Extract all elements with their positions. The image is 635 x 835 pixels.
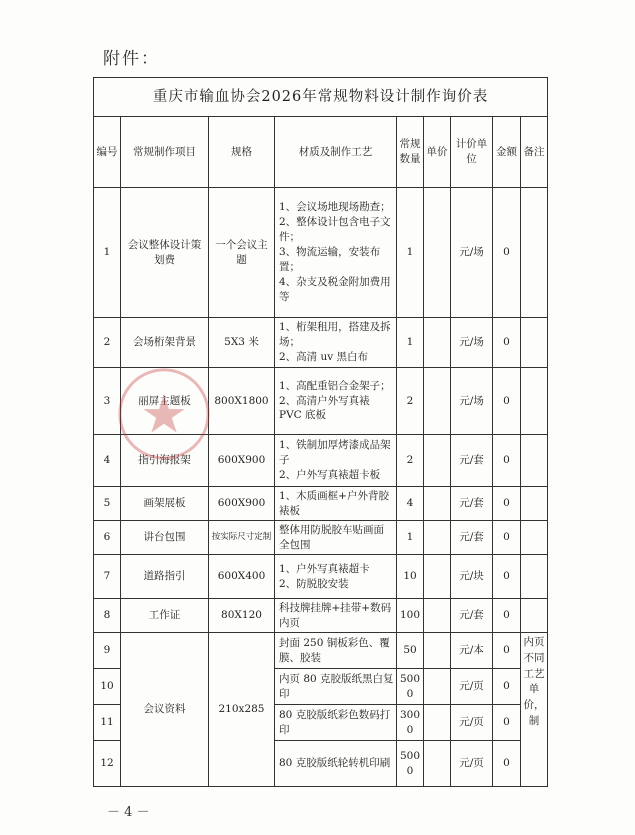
cell-material: 1、会议场地现场勘查； 2、整体设计包含电子文件； 3、物流运输，安装布置； 4、杂支及税金附加费用等 (275, 188, 397, 318)
cell-unit: 元/页 (451, 741, 493, 787)
cell-item: 丽屏主题板 (121, 368, 209, 435)
cell-unit: 元/页 (451, 669, 493, 705)
cell-qty: 1 (397, 521, 424, 555)
cell-unit: 元/套 (451, 435, 493, 487)
cell-spec: 5X3 米 (209, 318, 275, 368)
cell-amount: 0 (493, 188, 521, 318)
cell-no: 6 (94, 521, 121, 555)
table-row (94, 188, 548, 318)
cell-no: 8 (94, 599, 121, 633)
header-row (94, 117, 548, 188)
page-number: － 4 － (107, 805, 150, 820)
cell-note (521, 435, 548, 487)
cell-note-group: 内页不同工艺单价，制 (521, 633, 548, 787)
table-row (94, 368, 548, 435)
cell-unit-price (424, 705, 451, 741)
cell-qty: 2 (397, 435, 424, 487)
cell-item-group: 会议资料 (121, 633, 209, 787)
cell-no: 5 (94, 487, 121, 521)
cell-material: 封面 250 铜板彩色、覆膜、胶装 (275, 633, 397, 669)
cell-amount: 0 (493, 555, 521, 599)
cell-spec: 600X900 (209, 487, 275, 521)
cell-qty: 1 (397, 188, 424, 318)
table-row (94, 521, 548, 555)
cell-unit: 元/套 (451, 599, 493, 633)
cell-no: 7 (94, 555, 121, 599)
cell-material: 1、木质画框+户外背胶裱板 (275, 487, 397, 521)
cell-qty: 5000 (397, 741, 424, 787)
cell-note (521, 487, 548, 521)
header-material: 材质及制作工艺 (275, 117, 397, 188)
cell-unit-price (424, 555, 451, 599)
cell-unit-price (424, 435, 451, 487)
cell-no: 3 (94, 368, 121, 435)
cell-no: 9 (94, 633, 121, 669)
cell-no: 4 (94, 435, 121, 487)
cell-unit-price (424, 599, 451, 633)
cell-note (521, 599, 548, 633)
cell-amount: 0 (493, 705, 521, 741)
cell-material: 科技牌挂牌+挂带+数码内页 (275, 599, 397, 633)
cell-unit: 元/场 (451, 188, 493, 318)
cell-spec: 800X1800 (209, 368, 275, 435)
cell-spec: 一个会议主题 (209, 188, 275, 318)
cell-note (521, 188, 548, 318)
cell-qty: 4 (397, 487, 424, 521)
header-unit-price: 单价 (424, 117, 451, 188)
cell-note (521, 318, 548, 368)
cell-amount: 0 (493, 487, 521, 521)
cell-material: 1、桁架租用，搭建及拆场； 2、高清 uv 黑白布 (275, 318, 397, 368)
cell-amount: 0 (493, 521, 521, 555)
header-amount: 金额 (493, 117, 521, 188)
cell-unit-price (424, 487, 451, 521)
table-row (94, 435, 548, 487)
cell-amount: 0 (493, 741, 521, 787)
table-row (94, 599, 548, 633)
cell-item: 会议整体设计策划费 (121, 188, 209, 318)
table-row (94, 555, 548, 599)
cell-note (521, 368, 548, 435)
cell-material: 1、高配重铝合金架子； 2、高清户外写真裱 PVC 底板 (275, 368, 397, 435)
cell-item: 道路指引 (121, 555, 209, 599)
cell-material: 80 克胶版纸轮转机印刷 (275, 741, 397, 787)
cell-material: 1、户外写真裱超卡 2、防脱胶安装 (275, 555, 397, 599)
cell-unit: 元/场 (451, 318, 493, 368)
cell-item: 讲台包围 (121, 521, 209, 555)
header-no: 编号 (94, 117, 121, 188)
header-qty: 常规数量 (397, 117, 424, 188)
cell-qty: 5000 (397, 669, 424, 705)
cell-unit-price (424, 633, 451, 669)
cell-unit-price (424, 188, 451, 318)
cell-no: 12 (94, 741, 121, 787)
cell-unit-price (424, 521, 451, 555)
cell-amount: 0 (493, 669, 521, 705)
cell-amount: 0 (493, 368, 521, 435)
cell-item: 指引海报架 (121, 435, 209, 487)
cell-amount: 0 (493, 435, 521, 487)
cell-unit: 元/场 (451, 368, 493, 435)
cell-item: 画架展板 (121, 487, 209, 521)
attachment-label: 附件： (103, 49, 160, 69)
header-unit: 计价单位 (451, 117, 493, 188)
cell-note (521, 555, 548, 599)
cell-spec: 80X120 (209, 599, 275, 633)
cell-amount: 0 (493, 318, 521, 368)
price-inquiry-table (93, 77, 548, 787)
cell-unit: 元/本 (451, 633, 493, 669)
cell-material: 整体用防脱胶车贴画面全包围 (275, 521, 397, 555)
header-spec: 规格 (209, 117, 275, 188)
cell-unit: 元/套 (451, 487, 493, 521)
cell-unit: 元/块 (451, 555, 493, 599)
cell-spec: 600X900 (209, 435, 275, 487)
cell-qty: 3000 (397, 705, 424, 741)
table-row (94, 633, 548, 669)
cell-unit-price (424, 368, 451, 435)
cell-material: 内页 80 克胶版纸黑白复印 (275, 669, 397, 705)
cell-item: 会场桁架背景 (121, 318, 209, 368)
cell-unit-price (424, 741, 451, 787)
cell-item: 工作证 (121, 599, 209, 633)
header-item: 常规制作项目 (121, 117, 209, 188)
cell-qty: 10 (397, 555, 424, 599)
cell-qty: 100 (397, 599, 424, 633)
table-row (94, 487, 548, 521)
cell-amount: 0 (493, 633, 521, 669)
cell-unit: 元/套 (451, 521, 493, 555)
cell-qty: 50 (397, 633, 424, 669)
cell-qty: 2 (397, 368, 424, 435)
header-note: 备注 (521, 117, 548, 188)
cell-unit: 元/页 (451, 705, 493, 741)
table-title: 重庆市输血协会2026年常规物料设计制作询价表 (94, 78, 548, 117)
table-row (94, 318, 548, 368)
cell-no: 1 (94, 188, 121, 318)
cell-spec-group: 210x285 (209, 633, 275, 787)
cell-qty: 1 (397, 318, 424, 368)
cell-spec: 600X400 (209, 555, 275, 599)
cell-note (521, 521, 548, 555)
cell-unit-price (424, 318, 451, 368)
cell-no: 10 (94, 669, 121, 705)
cell-material: 1、铁制加厚烤漆成品架子 2、户外写真裱超卡板 (275, 435, 397, 487)
cell-unit-price (424, 669, 451, 705)
cell-amount: 0 (493, 599, 521, 633)
cell-material: 80 克胶版纸彩色数码打印 (275, 705, 397, 741)
cell-no: 2 (94, 318, 121, 368)
cell-no: 11 (94, 705, 121, 741)
cell-spec: 按实际尺寸定制 (209, 521, 275, 555)
